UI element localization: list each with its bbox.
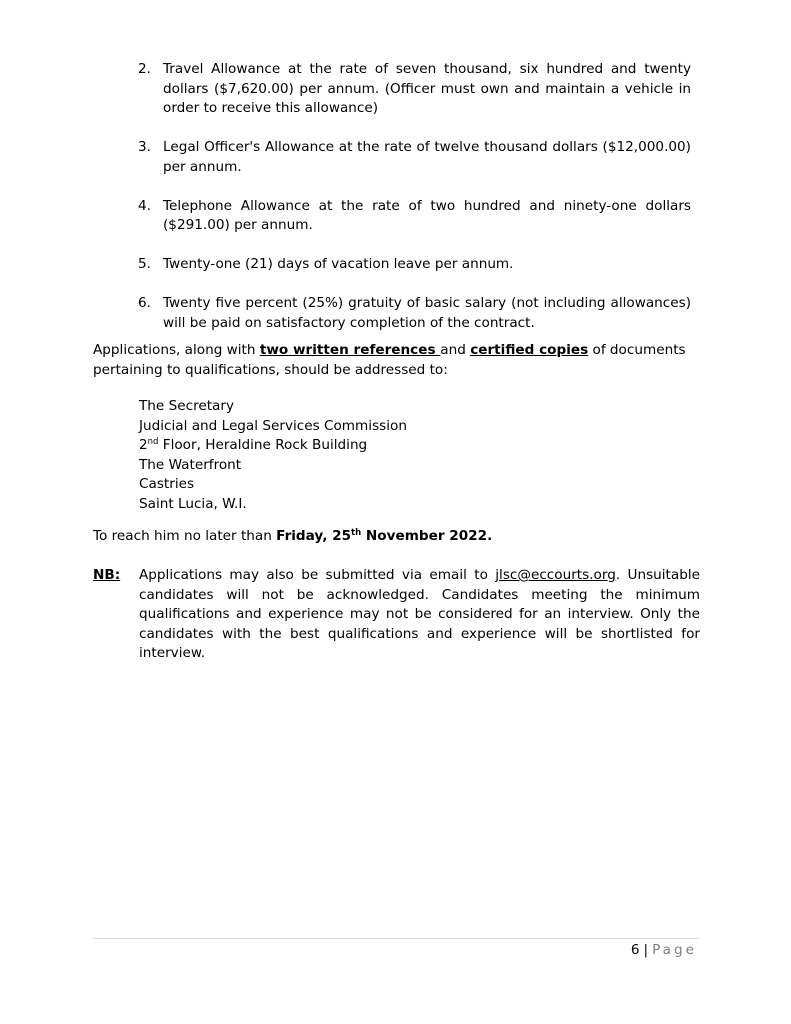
address-line: The Secretary — [139, 398, 235, 414]
address-line: Judicial and Legal Services Commission — [139, 417, 407, 434]
nb-label: NB: — [93, 567, 121, 583]
floor-number: 2 — [139, 437, 148, 453]
application-instructions — [93, 341, 698, 380]
list-item-number: 6. — [138, 295, 151, 311]
intro-text: Applications, along with — [93, 342, 260, 358]
deadline-prefix: To reach him no later than — [93, 528, 277, 544]
list-item-number: 2. — [138, 61, 151, 77]
nota-bene — [93, 566, 700, 664]
footer-separator: | — [643, 942, 649, 958]
email-link[interactable]: jlsc@eccourts.org — [495, 567, 616, 583]
page-footer — [631, 941, 697, 960]
address-line: Saint Lucia, W.I. — [139, 495, 247, 512]
address-line: The Waterfront — [139, 456, 242, 473]
deadline-date: Friday, 25th November 2022. — [276, 528, 493, 544]
list-item — [138, 255, 691, 275]
intro-text: of documents pertaining to qualifications, should be addressed to: — [93, 342, 686, 378]
page-label: Page — [652, 942, 697, 958]
footer-divider — [93, 938, 699, 939]
floor-ordinal: nd — [147, 437, 159, 447]
references-emphasis: two written references — [259, 342, 441, 358]
address-line — [139, 436, 539, 456]
intro-text: and — [440, 342, 471, 358]
list-item-text: Twenty five percent (25%) gratuity of basic salary (not including allowances) will be paid on satisfactory completion of the contract. — [163, 295, 691, 331]
list-item-text: Travel Allowance at the rate of seven thousand, six hundred and twenty dollars ($7,620.00) per annum. (Officer must own and maintain a vehicle in order to receive this allowance) — [163, 61, 691, 116]
list-item-text: Telephone Allowance at the rate of two hundred and ninety-one dollars ($291.00) per annum. — [163, 197, 691, 233]
nb-text: Applications may also be submitted via email to jlsc@eccourts.org. Unsuitable candidates will not be acknowledged. Candidates meeting the minimum qualifications and experience may not be considered for an interview. Only the candidates with the best qualifications and experience will be shortlisted for interview. — [139, 567, 700, 661]
list-item — [138, 294, 691, 333]
deadline-statement — [93, 527, 698, 547]
list-item — [138, 138, 691, 177]
building-name: Floor, Heraldine Rock Building — [158, 437, 368, 453]
mailing-address — [139, 397, 539, 514]
allowance-list — [138, 60, 691, 353]
list-item-number: 3. — [138, 139, 151, 155]
list-item-number: 4. — [138, 197, 151, 214]
list-item-text: Legal Officer's Allowance at the rate of twelve thousand dollars ($12,000.00) per annum. — [163, 139, 691, 175]
address-line: Castries — [139, 476, 195, 492]
list-item-number: 5. — [138, 256, 151, 272]
list-item — [138, 60, 691, 119]
list-item-text: Twenty-one (21) days of vacation leave per annum. — [163, 256, 514, 272]
page-number: 6 — [630, 942, 640, 958]
list-item — [138, 197, 691, 236]
certified-copies-emphasis: certified copies — [470, 342, 589, 358]
